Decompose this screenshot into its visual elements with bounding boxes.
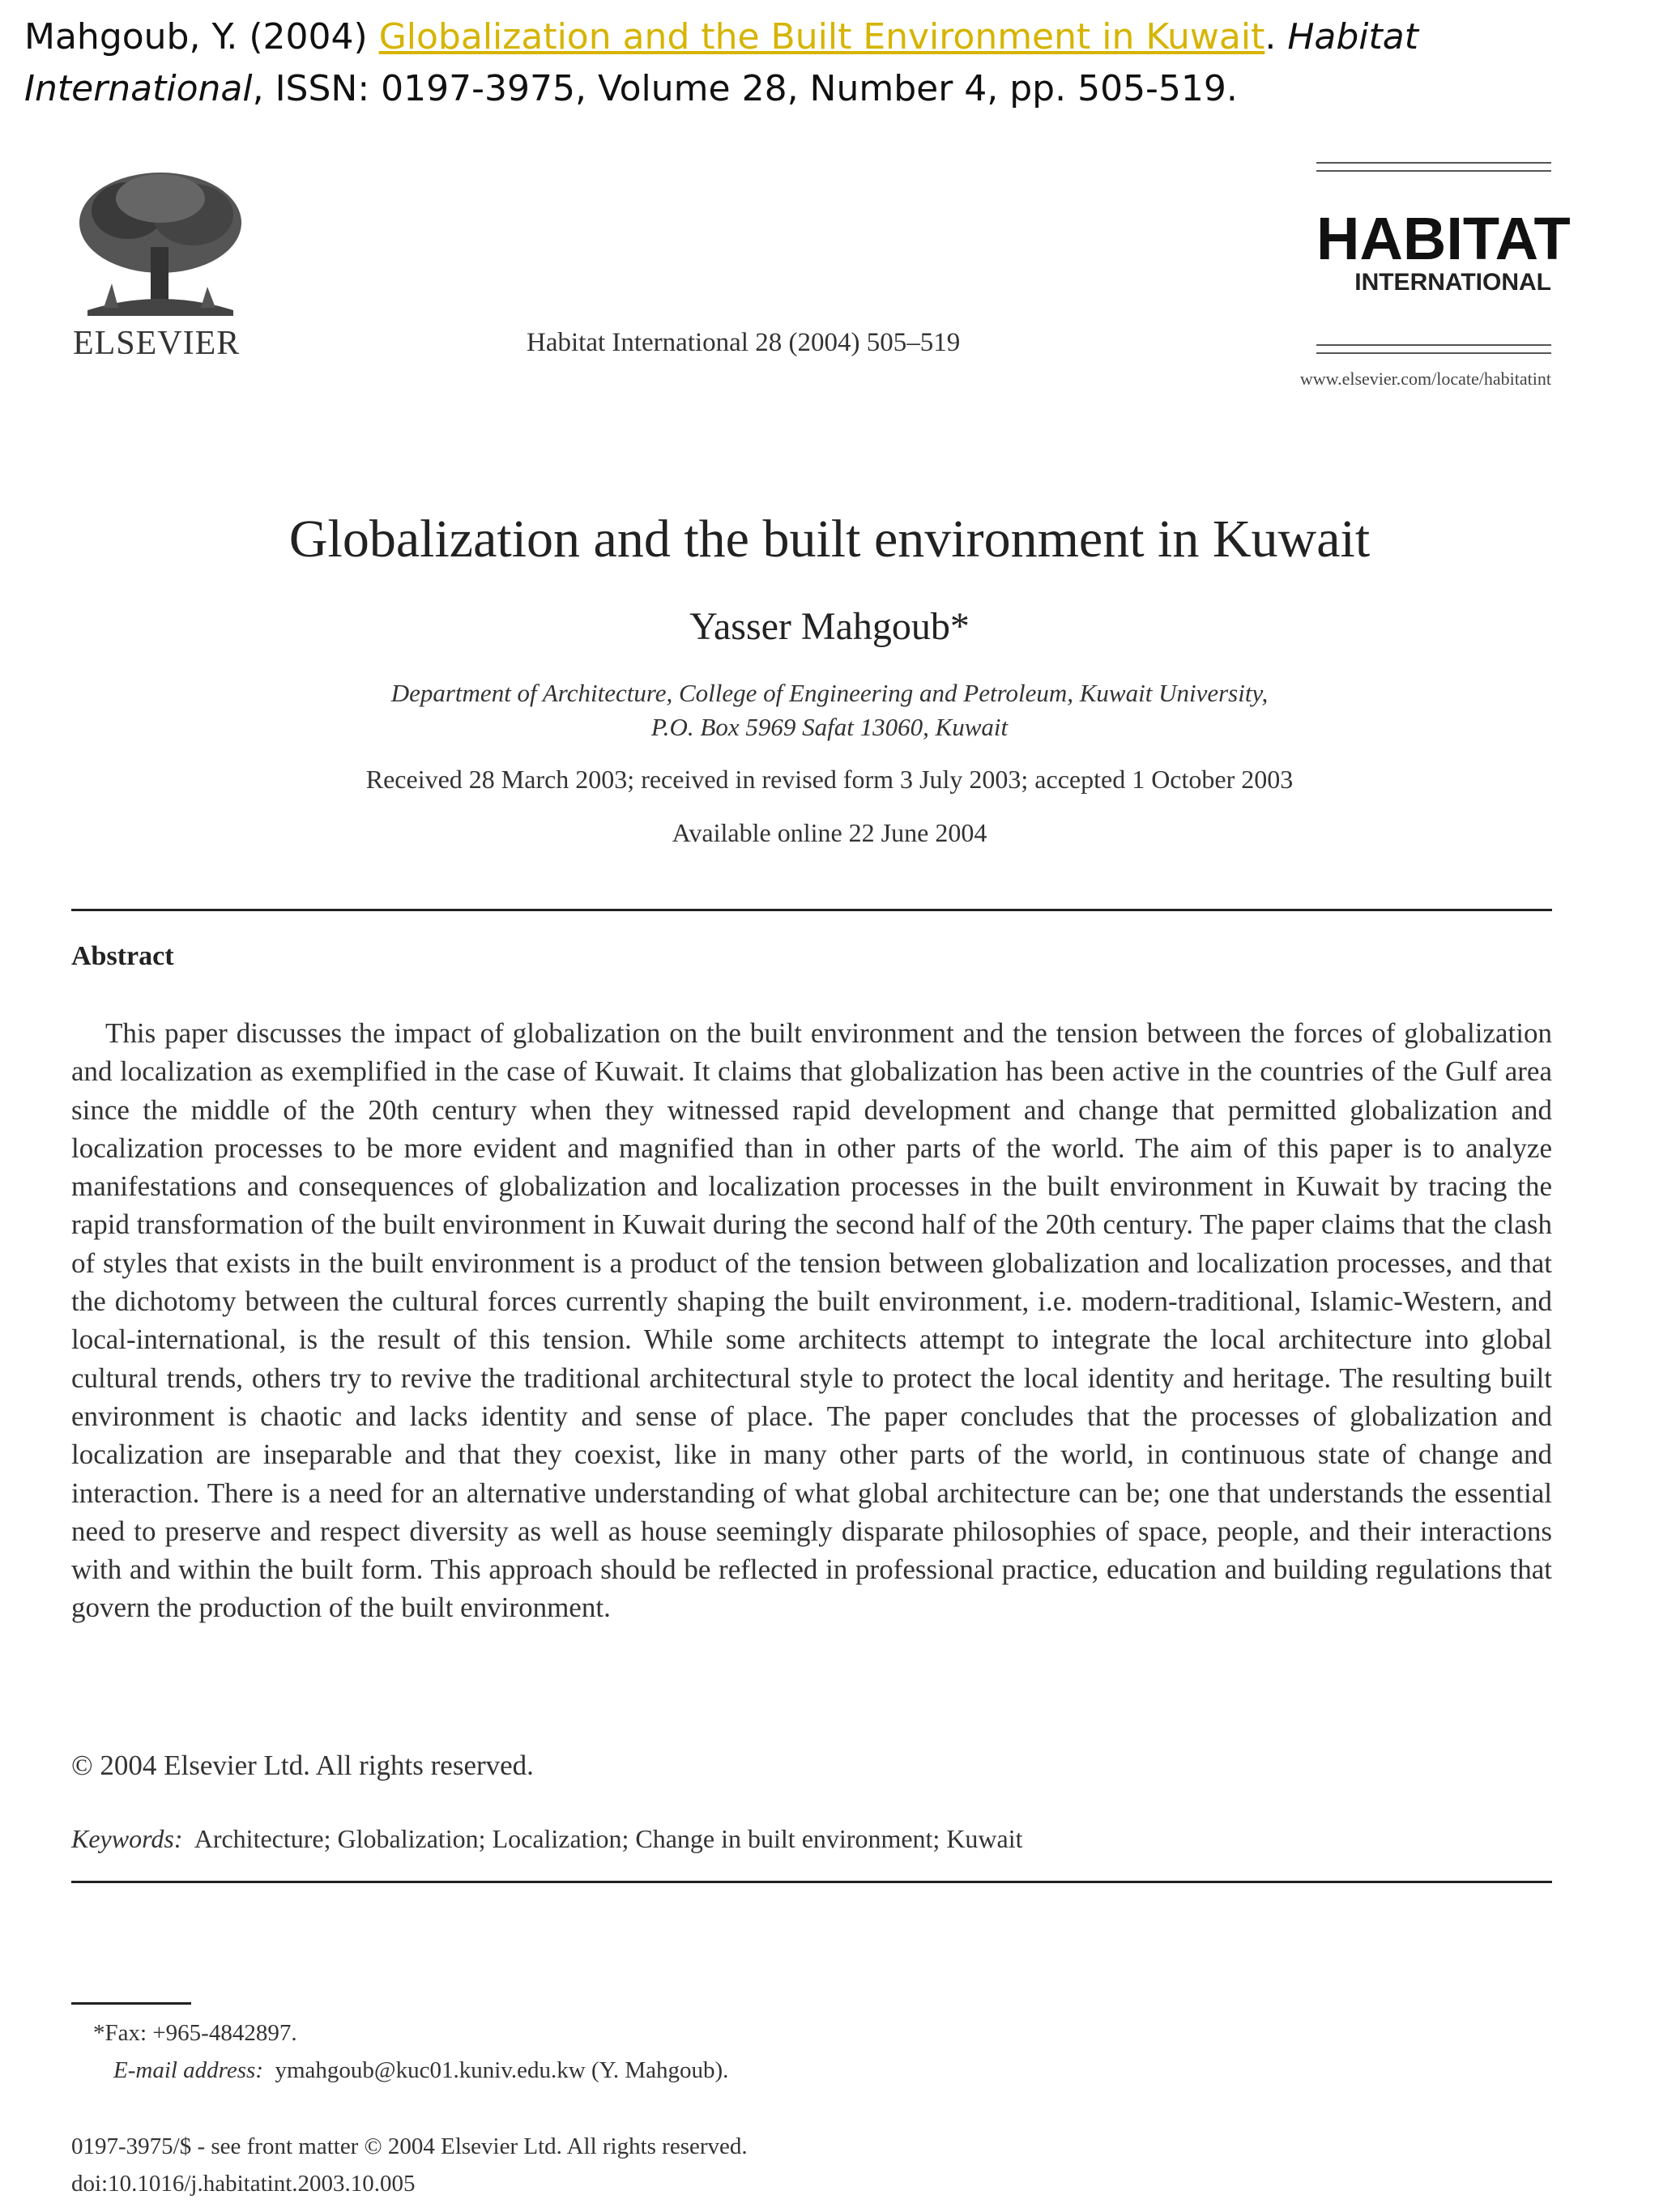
doi-line[interactable]: doi:10.1016/j.habitatint.2003.10.005	[71, 2171, 416, 2197]
divider-top	[71, 909, 1552, 911]
author-name: Yasser Mahgoub*	[689, 605, 970, 648]
citation-suffix: , ISSN: 0197-3975, Volume 28, Number 4, pp. 505-519.	[252, 68, 1238, 109]
journal-url[interactable]: www.elsevier.com/locate/habitatint	[1299, 369, 1551, 389]
citation-journal-part2: International	[24, 68, 253, 109]
citation-journal-part1: Habitat	[1287, 16, 1418, 58]
email-label: E-mail address:	[113, 2057, 263, 2083]
received-dates: Received 28 March 2003; received in revised form 3 July 2003; accepted 1 October 2003	[365, 765, 1294, 794]
citation-dot: .	[1265, 16, 1288, 58]
citation-prefix: Mahgoub, Y. (2004)	[24, 16, 379, 58]
keywords-value: Architecture; Globalization; Localization; Change in built environment; Kuwait	[194, 1824, 1023, 1853]
article-link[interactable]: Globalization and the Built Environment in Kuwait	[378, 16, 1265, 58]
divider-bottom	[71, 1881, 1552, 1883]
keywords-label: Keywords:	[71, 1824, 183, 1853]
affiliation-line-1: Department of Architecture, College of Engineering and Petroleum, Kuwait University,	[390, 679, 1269, 707]
masthead-top-lines	[1316, 162, 1551, 178]
footnote-rule	[71, 2002, 191, 2005]
abstract-heading: Abstract	[71, 941, 174, 971]
footnote-fax: *Fax: +965-4842897.	[93, 2020, 297, 2046]
footnote-email	[113, 2057, 728, 2084]
journal-title: HABITAT	[1316, 205, 1571, 272]
journal-reference: Habitat International 28 (2004) 505–519	[527, 328, 961, 357]
masthead-bottom-lines	[1316, 344, 1551, 360]
abstract-body: This paper discusses the impact of globalization on the built environment and the tension between the forces of globalization and localization as exemplified in the case of Kuwait. It claims that globalization has been active in the countries of the Gulf area since the middle of the 20th century when they witnessed rapid development and change that permitted globalization and localization processes to be more evident and magnified than in other parts of the world. The aim of this paper is to analyze manifestations and consequences of globalization and localization processes in the built environment in Kuwait by tracing the rapid transformation of the built environment in Kuwait during the second half of the 20th century. The paper claims that the clash of styles that exists in the built environment is a product of the tension between globalization and localization processes, and that the dichotomy between the cultural forces currently shaping the built environment, i.e. modern-traditional, Islamic-Western, and local-international, is the result of this tension. While some architects attempt to integrate the local architecture into global cultural trends, others try to revive the traditional architectural style to protect the local identity and heritage. The resulting built environment is chaotic and lacks identity and sense of place. The paper concludes that the processes of globalization and localization are inseparable and that they coexist, like in many other parts of the world, in continuous state of change and interaction. There is a need for an alternative understanding of what global architecture can be; one that understands the essential need to preserve and respect diversity as well as house seemingly disparate philosophies of space, people, and their interactions with and within the built form. This approach should be reflected in professional practice, education and building regulations that govern the production of the built environment.	[71, 1017, 1552, 1624]
issn-line: 0197-3975/$ - see front matter © 2004 Elsevier Ltd. All rights reserved.	[71, 2133, 748, 2159]
publisher-name: ELSEVIER	[73, 325, 241, 362]
affiliation-line-2: P.O. Box 5969 Safat 13060, Kuwait	[650, 713, 1009, 741]
keywords	[71, 1824, 1023, 1854]
abstract-copyright: © 2004 Elsevier Ltd. All rights reserved.	[71, 1750, 534, 1781]
available-online: Available online 22 June 2004	[672, 818, 987, 847]
elsevier-tree-icon	[71, 166, 249, 316]
citation-header	[24, 11, 1636, 115]
article-title: Globalization and the built environment in Kuwait	[288, 509, 1371, 569]
email-value[interactable]: ymahgoub@kuc01.kuniv.edu.kw (Y. Mahgoub).	[275, 2057, 729, 2083]
journal-subtitle: INTERNATIONAL	[1354, 269, 1551, 296]
